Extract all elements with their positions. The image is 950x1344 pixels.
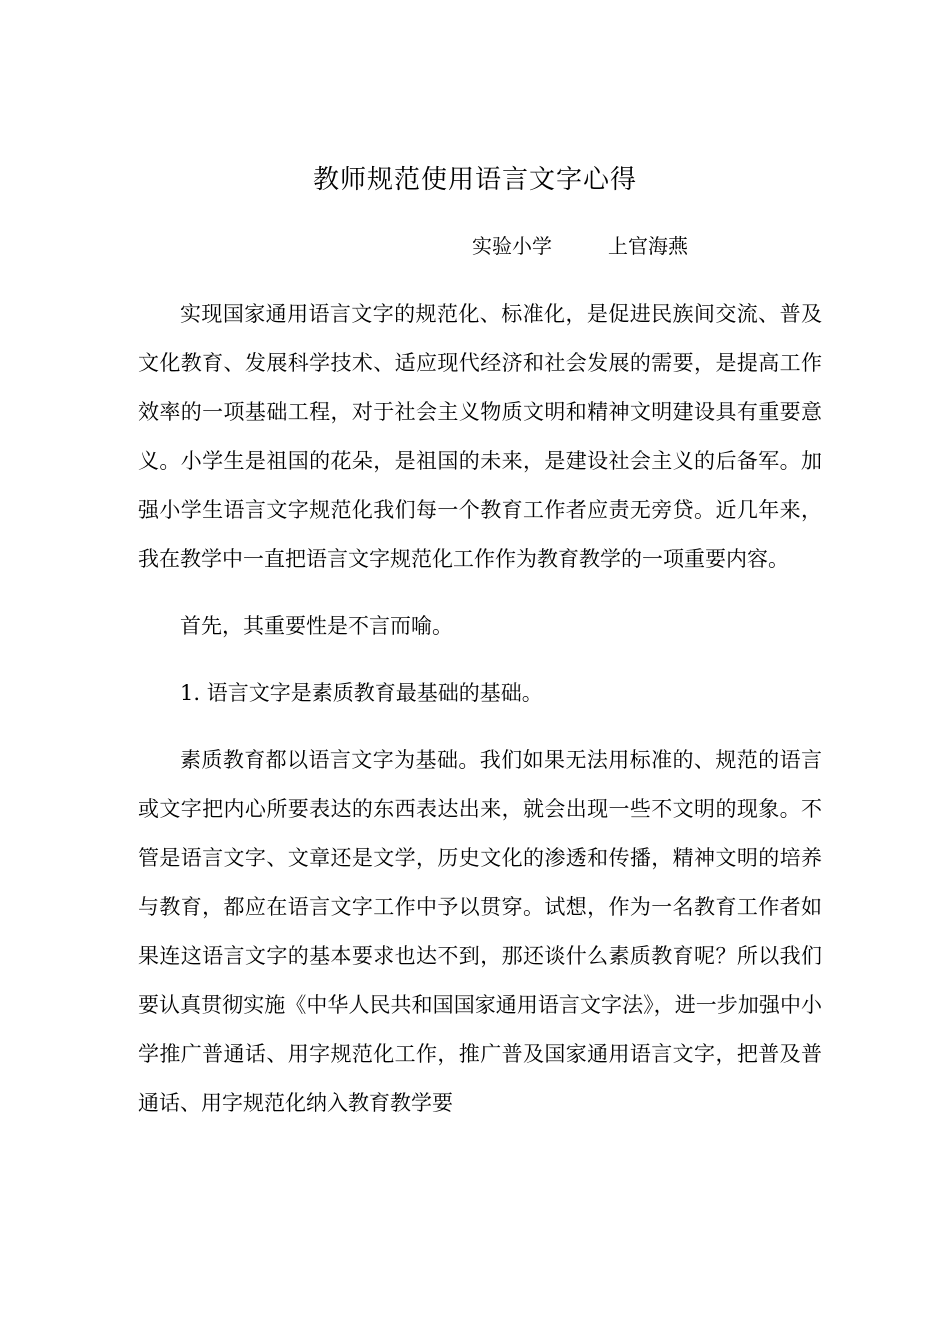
paragraph-importance: 首先，其重要性是不言而喻。 — [180, 614, 453, 638]
document-title: 教师规范使用语言文字心得 — [312, 165, 637, 195]
byline-author: 上官海燕 — [608, 234, 688, 258]
byline-school: 实验小学 — [472, 234, 552, 258]
byline — [472, 228, 688, 264]
paragraph-quality-education: 素质教育都以语言文字为基础。我们如果无法用标准的、规范的语言或文字把内心所要表达的东西表达出来，就会出现一些不文明的现象。不管是语言文字、文章还是文学，历史文化的渗透和传播，精神文明的培养与教育，都应在语言文字工作中予以贯穿。试想，作为一名教育工作者如果连这语言文字的基本要求也达不到，那还谈什么素质教育呢？所以我们要认真贯彻实施《中华人民共和国国家通用语言文字法》，进一步加强中小学推广普通话、用字规范化工作，推广普及国家通用语言文字，把普及普通话、用字规范化纳入教育教学要 — [138, 748, 822, 1115]
paragraph-intro: 实现国家通用语言文字的规范化、标准化，是促进民族间交流、普及文化教育、发展科学技术、适应现代经济和社会发展的需要，是提高工作效率的一项基础工程，对于社会主义物质文明和精神文明建设具有重要意义。小学生是祖国的花朵，是祖国的未来，是建设社会主义的后备军。加强小学生语言文字规范化我们每一个教育工作者应责无旁贷。近几年来，我在教学中一直把语言文字规范化工作作为教育教学的一项重要内容。 — [138, 302, 822, 571]
paragraph-point-1: 1. 语言文字是素质教育最基础的基础。 — [180, 681, 543, 705]
document-body — [138, 290, 822, 1128]
